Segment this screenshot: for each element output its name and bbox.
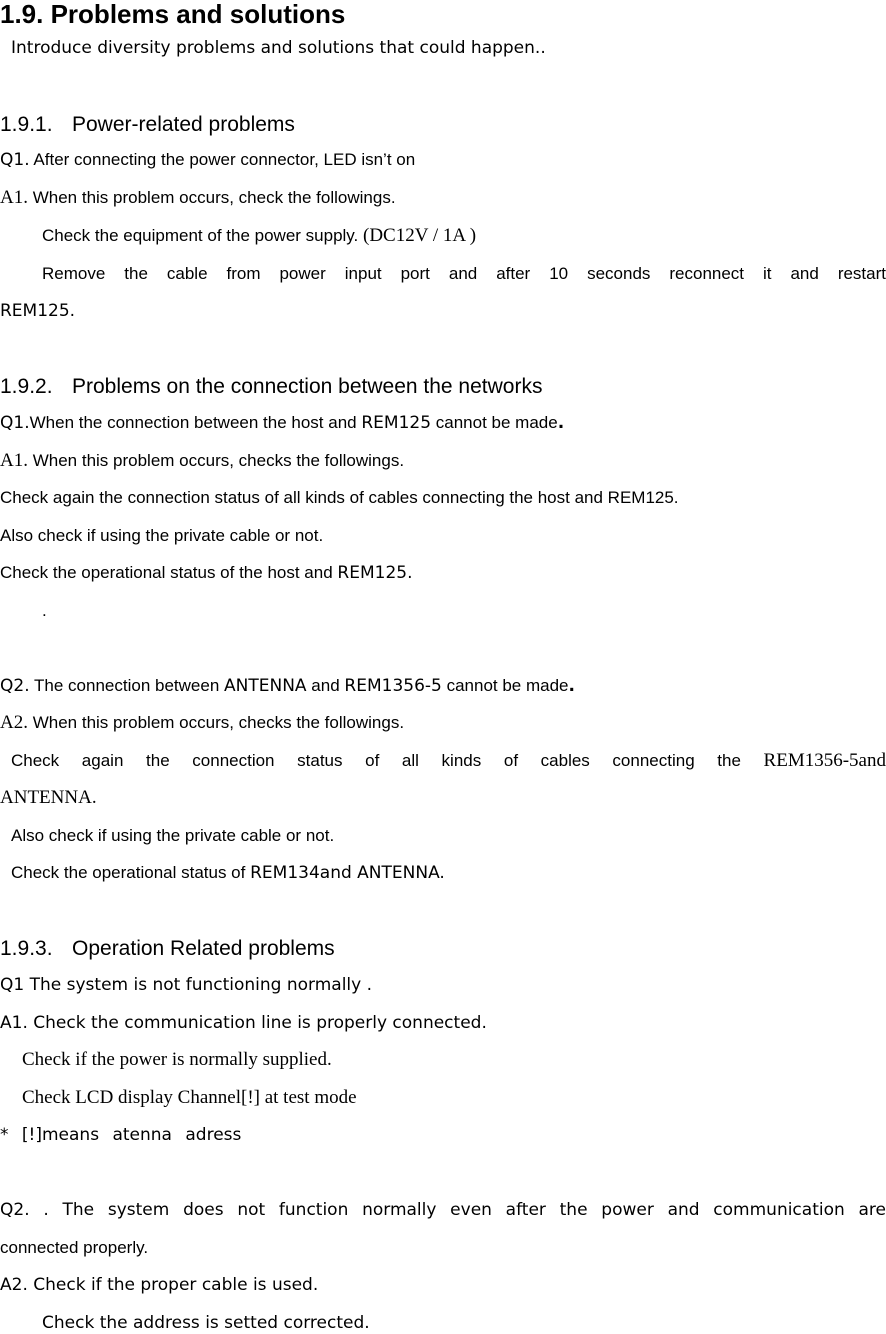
- a1-text: When this problem occurs, checks the followings.: [32, 451, 405, 470]
- q2-text: . The system does not function normally even after the power and communication are: [43, 1200, 886, 1220]
- heading-number: 1.9.1.: [0, 113, 53, 136]
- line-text: Check the operational status of the host and: [0, 563, 333, 582]
- s1-check-2: Remove the cable from power input port and after 10 seconds reconnect it and restart: [42, 264, 886, 283]
- s1-check-2-cont: REM125.: [0, 301, 76, 321]
- a2-label: A2.: [0, 712, 28, 733]
- q1-label: Q1: [0, 975, 25, 995]
- heading-number: 1.9.3.: [0, 937, 53, 960]
- s3-note: * [!]means atenna adress: [0, 1125, 242, 1145]
- device-name: REM134and ANTENNA.: [250, 863, 445, 883]
- heading-number: 1.9.2.: [0, 375, 53, 398]
- q2-dot: .: [568, 676, 575, 696]
- power-spec: (DC12V / 1A ): [363, 225, 477, 246]
- a1-text: When this problem occurs, check the followings.: [32, 188, 396, 207]
- device-name: REM125: [361, 413, 432, 433]
- s2-line-2: Also check if using the private cable or not.: [0, 526, 324, 545]
- q2-label: Q2.: [0, 676, 30, 696]
- s3-q1: [0, 974, 372, 996]
- s3-q2: [0, 1199, 886, 1221]
- q1-text: The system is not functioning normally .: [29, 975, 373, 995]
- s2-line-1: Check again the connection status of all kinds of cables connecting the host and REM125.: [0, 488, 679, 507]
- s2-a2-line-1-cont: ANTENNA.: [0, 787, 97, 808]
- s3-a1: A1. Check the communication line is properly connected.: [0, 1013, 487, 1033]
- a1-label: A1.: [0, 187, 28, 208]
- q2-label: Q2.: [0, 1200, 30, 1220]
- a1-label: A1.: [0, 450, 28, 471]
- device-name: REM125.: [337, 563, 413, 583]
- s3-check-2: Check LCD display Channel[!] at test mode: [22, 1087, 357, 1108]
- q2-text: The connection between: [34, 676, 220, 695]
- stray-dot: .: [42, 601, 47, 620]
- line-text: Check the operational status of: [11, 863, 246, 882]
- device-name: REM1356-5: [344, 676, 442, 696]
- s2-a2-line-1: [11, 750, 886, 772]
- a2-text: When this problem occurs, checks the followings.: [32, 713, 405, 732]
- q2-end: cannot be made: [446, 676, 569, 695]
- heading-text: Problems on the connection between the networks: [72, 375, 543, 398]
- s3-q2-cont: connected properly.: [0, 1238, 149, 1257]
- q1-text: When the connection between the host and: [29, 413, 357, 432]
- q1-dot: .: [557, 413, 565, 433]
- s2-a2-line-3: [11, 862, 445, 884]
- s1-check-1: [42, 225, 476, 247]
- q2-and: and: [311, 676, 340, 695]
- s3-a2: A2. Check if the proper cable is used.: [0, 1275, 319, 1295]
- s1-a1: [0, 187, 396, 209]
- s2-a2-line-2: Also check if using the private cable or not.: [11, 826, 335, 845]
- q1-label: Q1.: [0, 413, 30, 433]
- s2-a2: [0, 712, 404, 734]
- s2-q2: [0, 675, 575, 697]
- q1-text: After connecting the power connector, LED isn’t on: [33, 150, 416, 169]
- s1-q1: [0, 149, 415, 171]
- s2-line-3: [0, 562, 412, 584]
- device-name: REM1356-5and: [763, 750, 886, 771]
- s3-check-1: Check if the power is normally supplied.: [22, 1049, 332, 1070]
- q1-end: cannot be made: [435, 413, 558, 432]
- line-text: Check again the connection status of all kinds of cables connecting the: [11, 751, 741, 770]
- antenna-name: ANTENNA: [224, 676, 307, 696]
- section-title: 1.9. Problems and solutions: [0, 0, 346, 29]
- check-text: Check the equipment of the power supply.: [42, 226, 359, 245]
- s2-a1: [0, 450, 404, 472]
- heading-1-9-1: [0, 112, 295, 138]
- s2-q1: [0, 412, 564, 434]
- heading-text: Operation Related problems: [72, 937, 335, 960]
- heading-1-9-2: [0, 374, 542, 400]
- section-intro: Introduce diversity problems and solutions that could happen..: [11, 38, 546, 58]
- q1-label: Q1.: [0, 150, 30, 170]
- heading-1-9-3: [0, 936, 335, 962]
- heading-text: Power-related problems: [72, 113, 295, 136]
- s3-a2-check: Check the address is setted corrected.: [42, 1313, 370, 1333]
